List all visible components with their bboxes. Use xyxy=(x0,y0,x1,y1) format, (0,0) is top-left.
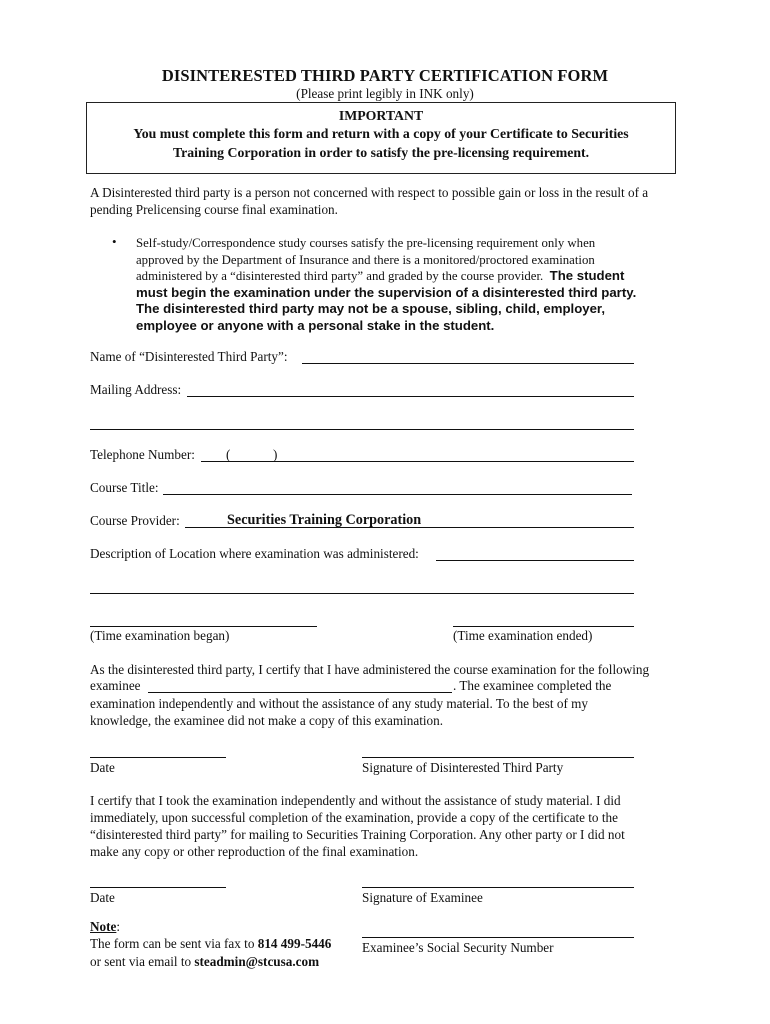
important-line-1: You must complete this form and return with a copy of your Certificate to Securities xyxy=(133,126,629,141)
course-title-label: Course Title: xyxy=(90,480,159,495)
form-subtitle: (Please print legibly in INK only) xyxy=(296,86,474,101)
note-heading xyxy=(90,919,120,935)
bullet-line-1: Self-study/Correspondence study courses satisfy the pre-licensing requirement only when xyxy=(136,236,596,250)
note-email-prefix: or sent via email to xyxy=(90,954,195,969)
note-fax-line xyxy=(90,936,331,952)
examinee-date-input-line[interactable] xyxy=(90,887,226,888)
intro-line-1: A Disinterested third party is a person not concerned with respect to possible gain or loss in the result of a xyxy=(90,185,649,200)
third-party-cert-line-2-suffix: . The examinee completed the xyxy=(453,678,612,693)
time-ended-label: (Time examination ended) xyxy=(453,628,593,643)
course-title-input-line[interactable] xyxy=(163,494,632,495)
examinee-cert-line-4: make any copy or other reproduction of the final examination. xyxy=(90,844,419,859)
third-party-signature-input-line[interactable] xyxy=(362,757,634,758)
bullet-line-3 xyxy=(136,268,684,285)
third-party-date-input-line[interactable] xyxy=(90,757,226,758)
bullet-line-3-bold: The student xyxy=(549,268,625,283)
address-label: Mailing Address: xyxy=(90,382,182,397)
bullet-line-2: approved by the Department of Insurance and there is a monitored/proctored examination xyxy=(136,252,595,267)
location-input-line-2[interactable] xyxy=(90,593,634,594)
note-fax-prefix: The form can be sent via fax to xyxy=(90,936,258,951)
phone-paren-close: ) xyxy=(273,447,278,462)
note-email-line xyxy=(90,954,319,970)
course-provider-value: Securities Training Corporation xyxy=(227,512,422,528)
examinee-date-label: Date xyxy=(90,890,115,905)
examinee-cert-line-1: I certify that I took the examination independently and without the assistance of study material. I did xyxy=(90,793,621,808)
bullet-line-4: must begin the examination under the supervision of a disinterested third party. xyxy=(136,284,637,300)
time-began-input-line[interactable] xyxy=(90,626,317,627)
course-provider-label: Course Provider: xyxy=(90,513,180,528)
examinee-cert-line-2: immediately, upon successful completion of the examination, provide a copy of the certificate to the xyxy=(90,810,618,825)
form-title: DISINTERESTED THIRD PARTY CERTIFICATION FORM xyxy=(161,66,609,85)
intro-line-2: pending Prelicensing course final examination. xyxy=(90,202,338,217)
note-heading-suffix: : xyxy=(116,919,121,934)
phone-label: Telephone Number: xyxy=(90,447,195,462)
examinee-signature-input-line[interactable] xyxy=(362,887,634,888)
third-party-cert-line-2-prefix: examinee xyxy=(90,678,141,693)
phone-paren-open: ( xyxy=(226,447,231,462)
important-heading: IMPORTANT xyxy=(338,108,424,123)
ssn-label: Examinee’s Social Security Number xyxy=(362,940,554,955)
location-input-line-1[interactable] xyxy=(436,560,634,561)
third-party-cert-line-3: examination independently and without the assistance of any study material. To the best of my xyxy=(90,696,589,711)
address-input-line-1[interactable] xyxy=(187,396,634,397)
note-heading-text: Note xyxy=(90,919,117,934)
third-party-cert-line-1: As the disinterested third party, I certify that I have administered the course examination for the following xyxy=(90,662,650,677)
time-began-label: (Time examination began) xyxy=(90,628,230,643)
third-party-signature-label: Signature of Disinterested Third Party xyxy=(362,760,564,775)
important-line-2: Training Corporation in order to satisfy the pre-licensing requirement. xyxy=(172,145,590,160)
third-party-date-label: Date xyxy=(90,760,115,775)
name-input-line[interactable] xyxy=(302,363,634,364)
bullet-paragraph xyxy=(136,235,684,334)
examinee-name-input-line[interactable] xyxy=(148,692,452,693)
course-provider-input-line[interactable] xyxy=(185,527,634,528)
bullet-line-6: employee or anyone with a personal stake in the student. xyxy=(136,317,495,333)
note-fax-number: 814 499-5446 xyxy=(257,936,332,951)
address-input-line-2[interactable] xyxy=(90,429,634,430)
note-email-address[interactable]: steadmin@stcusa.com xyxy=(194,954,320,969)
location-label: Description of Location where examination was administered: xyxy=(90,546,419,561)
time-ended-input-line[interactable] xyxy=(453,626,634,627)
examinee-cert-line-3: “disinterested third party” for mailing to Securities Training Corporation. Any other party or I did not xyxy=(90,827,625,842)
phone-input-line[interactable] xyxy=(201,461,634,462)
examinee-signature-label: Signature of Examinee xyxy=(362,890,483,905)
name-label: Name of “Disinterested Third Party”: xyxy=(90,349,288,364)
bullet-line-5: The disinterested third party may not be a spouse, sibling, child, employer, xyxy=(136,301,605,316)
third-party-cert-line-4: knowledge, the examinee did not make a copy of this examination. xyxy=(90,713,444,728)
bullet-icon: • xyxy=(112,234,117,249)
ssn-input-line[interactable] xyxy=(362,937,634,938)
bullet-line-3-plain: administered by a “disinterested third party” and graded by the course provider. xyxy=(136,269,544,283)
